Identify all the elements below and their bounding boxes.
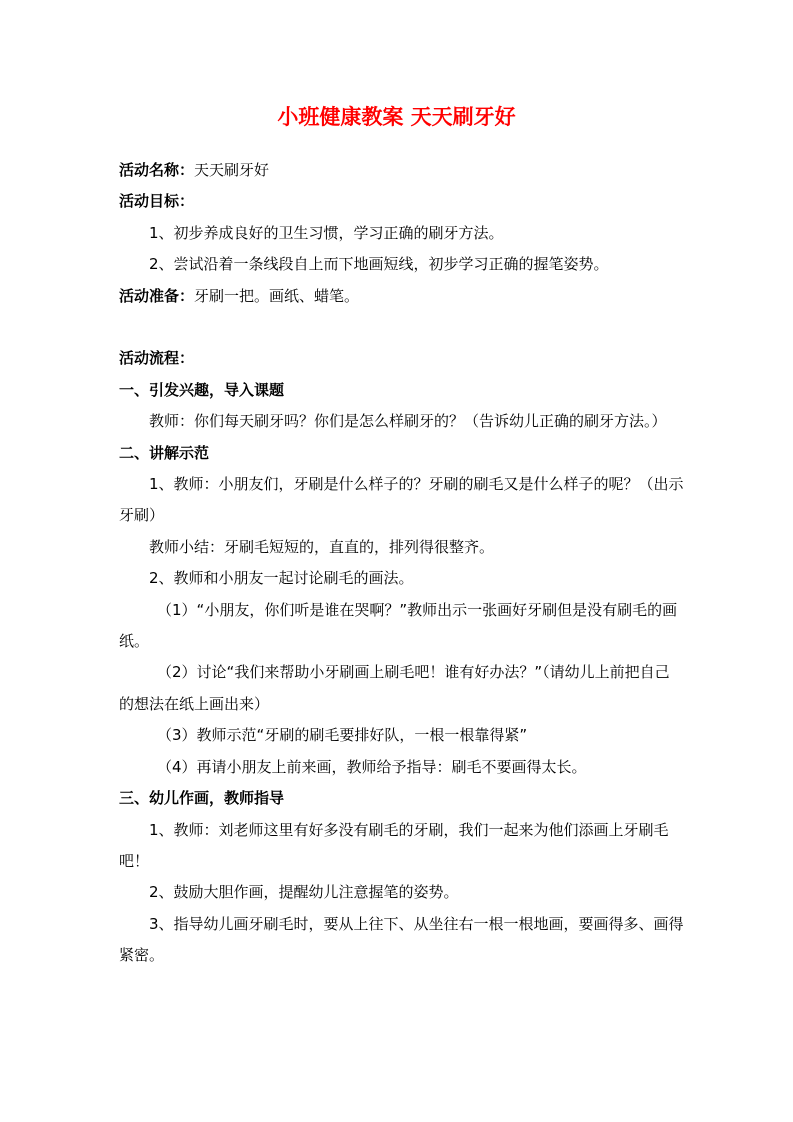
activity-name-label: 活动名称： — [119, 161, 195, 179]
section2-step-3: （3）教师示范“牙刷的刷毛要排好队，一根一根靠得紧” — [157, 726, 528, 745]
blank-line — [119, 312, 684, 343]
preparation-value: 牙刷一把。画纸、蜡笔。 — [194, 286, 360, 305]
activity-name-value: 天天刷牙好 — [194, 161, 270, 179]
section3-heading: 三、幼儿作画，教师指导 — [119, 789, 285, 808]
goal-item-1: 1、初步养成良好的卫生习惯，学习正确的刷牙方法。 — [149, 223, 504, 242]
activity-name-line — [119, 155, 684, 186]
document-body — [119, 155, 684, 972]
preparation-label: 活动准备： — [119, 286, 195, 305]
preparation-line — [119, 281, 684, 312]
goals-label: 活动目标： — [119, 192, 195, 211]
section3-paragraph-3: 3、指导幼儿画牙刷毛时，要从上往下、从坐往右一根一根地画，要画得多、画得紧密。 — [119, 914, 684, 965]
goal-item-2: 2、尝试沿着一条线段自上而下地画短线，初步学习正确的握笔姿势。 — [149, 255, 609, 274]
process-label: 活动流程： — [119, 349, 195, 368]
section3-paragraph-2: 2、鼓励大胆作画，提醒幼儿注意握笔的姿势。 — [149, 883, 459, 902]
section1-text: 教师：你们每天刷牙吗？你们是怎么样刷牙的？（告诉幼儿正确的刷牙方法。） — [149, 412, 667, 431]
section2-step-4: （4）再请小朋友上前来画，教师给予指导：刷毛不要画得太长。 — [157, 757, 587, 776]
section2-step-1: （1）“小朋友，你们听是谁在哭啊？”教师出示一张画好牙刷但是没有刷毛的画纸。 — [119, 600, 678, 651]
document-title: 小班健康教案 天天刷牙好 — [277, 104, 516, 129]
section2-paragraph-1: 1、教师：小朋友们，牙刷是什么样子的？牙刷的刷毛又是什么样子的呢？（出示牙刷） — [119, 475, 684, 525]
section2-paragraph-2: 教师小结：牙刷毛短短的，直直的，排列得很整齐。 — [149, 537, 495, 556]
section2-step-2: （2）讨论“我们来帮助小牙刷画上刷毛吧！谁有好办法？”（请幼儿上前把自己的想法在纸上画出来） — [119, 663, 670, 713]
section3-paragraph-1: 1、教师：刘老师这里有好多没有刷毛的牙刷，我们一起来为他们添画上牙刷毛吧！ — [119, 820, 669, 870]
section1-heading: 一、引发兴趣，导入课题 — [119, 380, 285, 399]
section2-heading: 二、讲解示范 — [119, 443, 210, 462]
section2-paragraph-3: 2、教师和小朋友一起讨论刷毛的画法。 — [149, 569, 414, 588]
